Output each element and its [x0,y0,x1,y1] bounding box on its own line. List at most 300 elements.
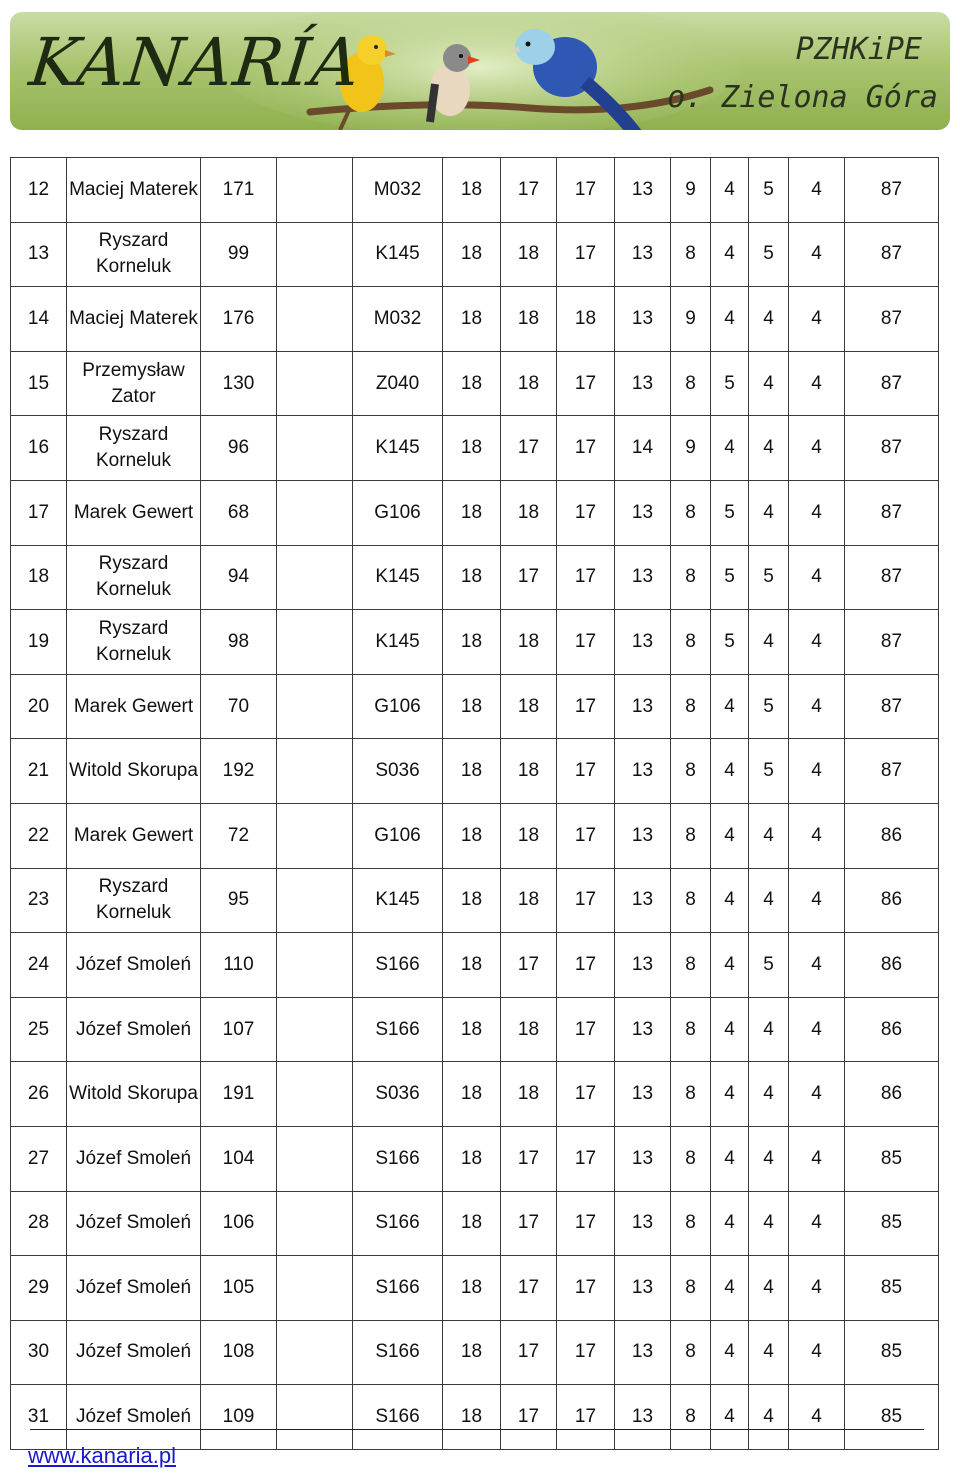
score-cell: 4 [749,351,789,416]
score-cell: 18 [443,674,501,739]
total-score-cell: 86 [845,933,939,998]
score-cell: 17 [557,222,615,287]
score-cell: 4 [749,416,789,481]
score-cell: 18 [443,868,501,933]
score-cell: 4 [711,674,749,739]
score-cell: 13 [615,222,671,287]
ring-cell [277,997,353,1062]
bird-number-cell: 176 [201,287,277,352]
total-score-cell: 85 [845,1191,939,1256]
ring-cell [277,1062,353,1127]
score-cell: 4 [789,1126,845,1191]
score-cell: 5 [749,222,789,287]
breeder-code-cell: M032 [353,287,443,352]
total-score-cell: 87 [845,739,939,804]
score-cell: 17 [557,933,615,998]
score-cell: 9 [671,287,711,352]
competitor-name-cell: Józef Smoleń [67,997,201,1062]
score-cell: 17 [501,1126,557,1191]
place-cell: 20 [11,674,67,739]
table-row [11,1320,939,1385]
score-cell: 17 [557,1126,615,1191]
score-cell: 8 [671,1256,711,1321]
table-row [11,933,939,998]
competitor-name-cell: Marek Gewert [67,674,201,739]
score-cell: 5 [749,674,789,739]
place-cell: 28 [11,1191,67,1256]
score-cell: 4 [789,997,845,1062]
score-cell: 4 [749,868,789,933]
score-cell: 8 [671,610,711,675]
ring-cell [277,287,353,352]
competitor-name-cell: Ryszard Korneluk [67,545,201,610]
score-cell: 4 [789,674,845,739]
score-cell: 13 [615,610,671,675]
score-cell: 17 [557,480,615,545]
score-cell: 17 [557,1062,615,1127]
score-cell: 4 [749,1385,789,1450]
score-cell: 8 [671,739,711,804]
score-cell: 4 [789,610,845,675]
score-cell: 4 [711,1191,749,1256]
ring-cell [277,674,353,739]
bird-number-cell: 130 [201,351,277,416]
score-cell: 4 [749,1062,789,1127]
bird-number-cell: 99 [201,222,277,287]
score-cell: 18 [443,610,501,675]
breeder-code-cell: G106 [353,480,443,545]
score-cell: 18 [501,351,557,416]
place-cell: 21 [11,739,67,804]
score-cell: 18 [443,1191,501,1256]
score-cell: 8 [671,997,711,1062]
breeder-code-cell: G106 [353,674,443,739]
total-score-cell: 85 [845,1256,939,1321]
bird-number-cell: 108 [201,1320,277,1385]
place-cell: 25 [11,997,67,1062]
table-row [11,1062,939,1127]
score-cell: 5 [711,480,749,545]
ring-cell [277,803,353,868]
score-cell: 18 [443,1062,501,1127]
website-link[interactable]: www.kanaria.pl [28,1443,176,1468]
score-cell: 8 [671,674,711,739]
score-cell: 4 [711,739,749,804]
ring-cell [277,480,353,545]
place-cell: 17 [11,480,67,545]
score-cell: 4 [749,1191,789,1256]
score-cell: 13 [615,997,671,1062]
bird-number-cell: 105 [201,1256,277,1321]
score-cell: 5 [749,933,789,998]
score-cell: 17 [557,545,615,610]
score-cell: 4 [749,480,789,545]
competitor-name-cell: Józef Smoleń [67,1385,201,1450]
score-cell: 4 [789,1385,845,1450]
score-cell: 17 [501,416,557,481]
table-row [11,1126,939,1191]
org-name: PZHKiPE [795,32,922,67]
total-score-cell: 87 [845,416,939,481]
competitor-name-cell: Przemysław Zator [67,351,201,416]
score-cell: 13 [615,287,671,352]
score-cell: 4 [711,933,749,998]
score-cell: 17 [557,739,615,804]
score-cell: 17 [557,1191,615,1256]
table-row [11,803,939,868]
bird-number-cell: 98 [201,610,277,675]
score-cell: 4 [749,1320,789,1385]
score-cell: 13 [615,739,671,804]
score-cell: 8 [671,1126,711,1191]
competitor-name-cell: Witold Skorupa [67,1062,201,1127]
score-cell: 17 [557,416,615,481]
score-cell: 13 [615,351,671,416]
score-cell: 17 [501,1385,557,1450]
score-cell: 8 [671,222,711,287]
total-score-cell: 86 [845,803,939,868]
score-cell: 5 [711,545,749,610]
score-cell: 17 [557,803,615,868]
score-cell: 18 [501,1062,557,1127]
score-cell: 18 [501,287,557,352]
score-cell: 18 [443,416,501,481]
score-cell: 13 [615,1062,671,1127]
competitor-name-cell: Józef Smoleń [67,1191,201,1256]
ring-cell [277,868,353,933]
table-row [11,158,939,223]
score-cell: 9 [671,416,711,481]
score-cell: 18 [443,287,501,352]
score-cell: 4 [749,1256,789,1321]
breeder-code-cell: S166 [353,1385,443,1450]
score-cell: 17 [501,1320,557,1385]
score-cell: 13 [615,480,671,545]
score-cell: 4 [711,997,749,1062]
score-cell: 8 [671,1191,711,1256]
score-cell: 18 [443,1126,501,1191]
table-row [11,674,939,739]
ring-cell [277,739,353,804]
breeder-code-cell: G106 [353,803,443,868]
score-cell: 4 [789,416,845,481]
competitor-name-cell: Józef Smoleń [67,933,201,998]
score-cell: 4 [789,1062,845,1127]
score-cell: 4 [749,610,789,675]
competitor-name-cell: Maciej Materek [67,287,201,352]
score-cell: 4 [789,287,845,352]
results-table-body [11,158,939,1450]
score-cell: 13 [615,674,671,739]
competitor-name-cell: Ryszard Korneluk [67,868,201,933]
competitor-name-cell: Ryszard Korneluk [67,610,201,675]
competitor-name-cell: Ryszard Korneluk [67,416,201,481]
competitor-name-cell: Witold Skorupa [67,739,201,804]
table-row [11,287,939,352]
score-cell: 4 [711,868,749,933]
score-cell: 5 [711,351,749,416]
branch-name: o. Zielona Góra [667,80,938,115]
ring-cell [277,222,353,287]
table-row [11,416,939,481]
score-cell: 4 [711,158,749,223]
bird-number-cell: 106 [201,1191,277,1256]
place-cell: 31 [11,1385,67,1450]
score-cell: 18 [557,287,615,352]
score-cell: 4 [711,1062,749,1127]
bird-number-cell: 110 [201,933,277,998]
score-cell: 13 [615,1126,671,1191]
score-cell: 5 [749,545,789,610]
breeder-code-cell: S166 [353,1320,443,1385]
score-cell: 14 [615,416,671,481]
bird-number-cell: 109 [201,1385,277,1450]
score-cell: 17 [557,158,615,223]
place-cell: 26 [11,1062,67,1127]
score-cell: 4 [711,1126,749,1191]
score-cell: 4 [711,222,749,287]
place-cell: 12 [11,158,67,223]
bird-number-cell: 171 [201,158,277,223]
breeder-code-cell: S166 [353,997,443,1062]
score-cell: 4 [789,1320,845,1385]
score-cell: 8 [671,545,711,610]
total-score-cell: 87 [845,674,939,739]
place-cell: 23 [11,868,67,933]
total-score-cell: 87 [845,222,939,287]
competitor-name-cell: Marek Gewert [67,803,201,868]
score-cell: 8 [671,868,711,933]
total-score-cell: 87 [845,158,939,223]
score-cell: 4 [789,803,845,868]
score-cell: 18 [443,933,501,998]
ring-cell [277,1320,353,1385]
ring-cell [277,610,353,675]
competitor-name-cell: Ryszard Korneluk [67,222,201,287]
competitor-name-cell: Józef Smoleń [67,1256,201,1321]
score-cell: 13 [615,933,671,998]
total-score-cell: 87 [845,287,939,352]
place-cell: 14 [11,287,67,352]
score-cell: 18 [443,1385,501,1450]
score-cell: 13 [615,1191,671,1256]
score-cell: 5 [711,610,749,675]
score-cell: 18 [443,1320,501,1385]
score-cell: 13 [615,1385,671,1450]
place-cell: 27 [11,1126,67,1191]
bird-number-cell: 72 [201,803,277,868]
score-cell: 18 [443,222,501,287]
score-cell: 8 [671,803,711,868]
score-cell: 4 [789,933,845,998]
score-cell: 18 [501,868,557,933]
breeder-code-cell: S166 [353,1256,443,1321]
table-row [11,1385,939,1450]
score-cell: 8 [671,1385,711,1450]
score-cell: 17 [557,1385,615,1450]
breeder-code-cell: S166 [353,1191,443,1256]
table-row [11,739,939,804]
score-cell: 8 [671,1320,711,1385]
score-cell: 18 [501,803,557,868]
place-cell: 18 [11,545,67,610]
score-cell: 5 [749,158,789,223]
total-score-cell: 85 [845,1126,939,1191]
score-cell: 18 [443,1256,501,1321]
bird-number-cell: 107 [201,997,277,1062]
score-cell: 4 [789,480,845,545]
bird-number-cell: 68 [201,480,277,545]
score-cell: 17 [557,351,615,416]
score-cell: 4 [789,351,845,416]
score-cell: 4 [789,1191,845,1256]
breeder-code-cell: M032 [353,158,443,223]
total-score-cell: 85 [845,1385,939,1450]
breeder-code-cell: Z040 [353,351,443,416]
competitor-name-cell: Maciej Materek [67,158,201,223]
score-cell: 5 [749,739,789,804]
bird-number-cell: 70 [201,674,277,739]
total-score-cell: 85 [845,1320,939,1385]
table-row [11,545,939,610]
score-cell: 4 [711,803,749,868]
score-cell: 18 [501,222,557,287]
breeder-code-cell: S166 [353,1126,443,1191]
score-cell: 4 [749,803,789,868]
table-row [11,610,939,675]
score-cell: 17 [557,610,615,675]
score-cell: 17 [501,1256,557,1321]
score-cell: 4 [789,739,845,804]
score-cell: 13 [615,1320,671,1385]
breeder-code-cell: S036 [353,739,443,804]
score-cell: 18 [443,803,501,868]
score-cell: 17 [501,158,557,223]
table-row [11,480,939,545]
score-cell: 4 [789,545,845,610]
ring-cell [277,1385,353,1450]
total-score-cell: 87 [845,610,939,675]
bird-number-cell: 95 [201,868,277,933]
bird-number-cell: 191 [201,1062,277,1127]
breeder-code-cell: K145 [353,868,443,933]
score-cell: 13 [615,868,671,933]
breeder-code-cell: K145 [353,222,443,287]
table-row [11,351,939,416]
ring-cell [277,1126,353,1191]
score-cell: 18 [501,610,557,675]
score-cell: 4 [711,1256,749,1321]
score-cell: 4 [711,1385,749,1450]
score-cell: 13 [615,545,671,610]
breeder-code-cell: K145 [353,416,443,481]
place-cell: 24 [11,933,67,998]
place-cell: 29 [11,1256,67,1321]
table-row [11,1256,939,1321]
place-cell: 22 [11,803,67,868]
score-cell: 18 [501,480,557,545]
ring-cell [277,933,353,998]
score-cell: 8 [671,1062,711,1127]
score-cell: 4 [789,158,845,223]
score-cell: 18 [501,674,557,739]
score-cell: 18 [443,480,501,545]
total-score-cell: 86 [845,868,939,933]
total-score-cell: 86 [845,1062,939,1127]
score-cell: 4 [749,287,789,352]
score-cell: 18 [443,739,501,804]
ring-cell [277,1256,353,1321]
place-cell: 16 [11,416,67,481]
total-score-cell: 87 [845,351,939,416]
breeder-code-cell: K145 [353,545,443,610]
score-cell: 17 [557,868,615,933]
score-cell: 18 [443,158,501,223]
score-cell: 4 [749,1126,789,1191]
score-cell: 18 [443,545,501,610]
bird-number-cell: 104 [201,1126,277,1191]
place-cell: 30 [11,1320,67,1385]
score-cell: 8 [671,933,711,998]
score-cell: 8 [671,480,711,545]
table-row [11,997,939,1062]
score-cell: 17 [557,997,615,1062]
results-table [10,157,939,1450]
score-cell: 17 [501,545,557,610]
total-score-cell: 86 [845,997,939,1062]
footer-divider [30,1429,924,1430]
score-cell: 13 [615,1256,671,1321]
score-cell: 13 [615,803,671,868]
competitor-name-cell: Józef Smoleń [67,1320,201,1385]
score-cell: 17 [557,1320,615,1385]
score-cell: 9 [671,158,711,223]
table-row [11,222,939,287]
score-cell: 18 [501,997,557,1062]
score-cell: 13 [615,158,671,223]
competitor-name-cell: Józef Smoleń [67,1126,201,1191]
ring-cell [277,416,353,481]
score-cell: 18 [501,739,557,804]
header-banner [10,12,950,130]
score-cell: 4 [749,997,789,1062]
score-cell: 18 [443,351,501,416]
score-cell: 8 [671,351,711,416]
brand-logo-text: KANARÍA [25,24,365,101]
bird-number-cell: 96 [201,416,277,481]
score-cell: 18 [443,997,501,1062]
competitor-name-cell: Marek Gewert [67,480,201,545]
table-row [11,868,939,933]
score-cell: 4 [789,868,845,933]
score-cell: 4 [789,1256,845,1321]
breeder-code-cell: K145 [353,610,443,675]
ring-cell [277,1191,353,1256]
ring-cell [277,545,353,610]
ring-cell [277,158,353,223]
ring-cell [277,351,353,416]
score-cell: 17 [557,674,615,739]
score-cell: 4 [711,287,749,352]
score-cell: 4 [789,222,845,287]
place-cell: 19 [11,610,67,675]
breeder-code-cell: S166 [353,933,443,998]
place-cell: 15 [11,351,67,416]
bird-number-cell: 192 [201,739,277,804]
total-score-cell: 87 [845,480,939,545]
total-score-cell: 87 [845,545,939,610]
breeder-code-cell: S036 [353,1062,443,1127]
